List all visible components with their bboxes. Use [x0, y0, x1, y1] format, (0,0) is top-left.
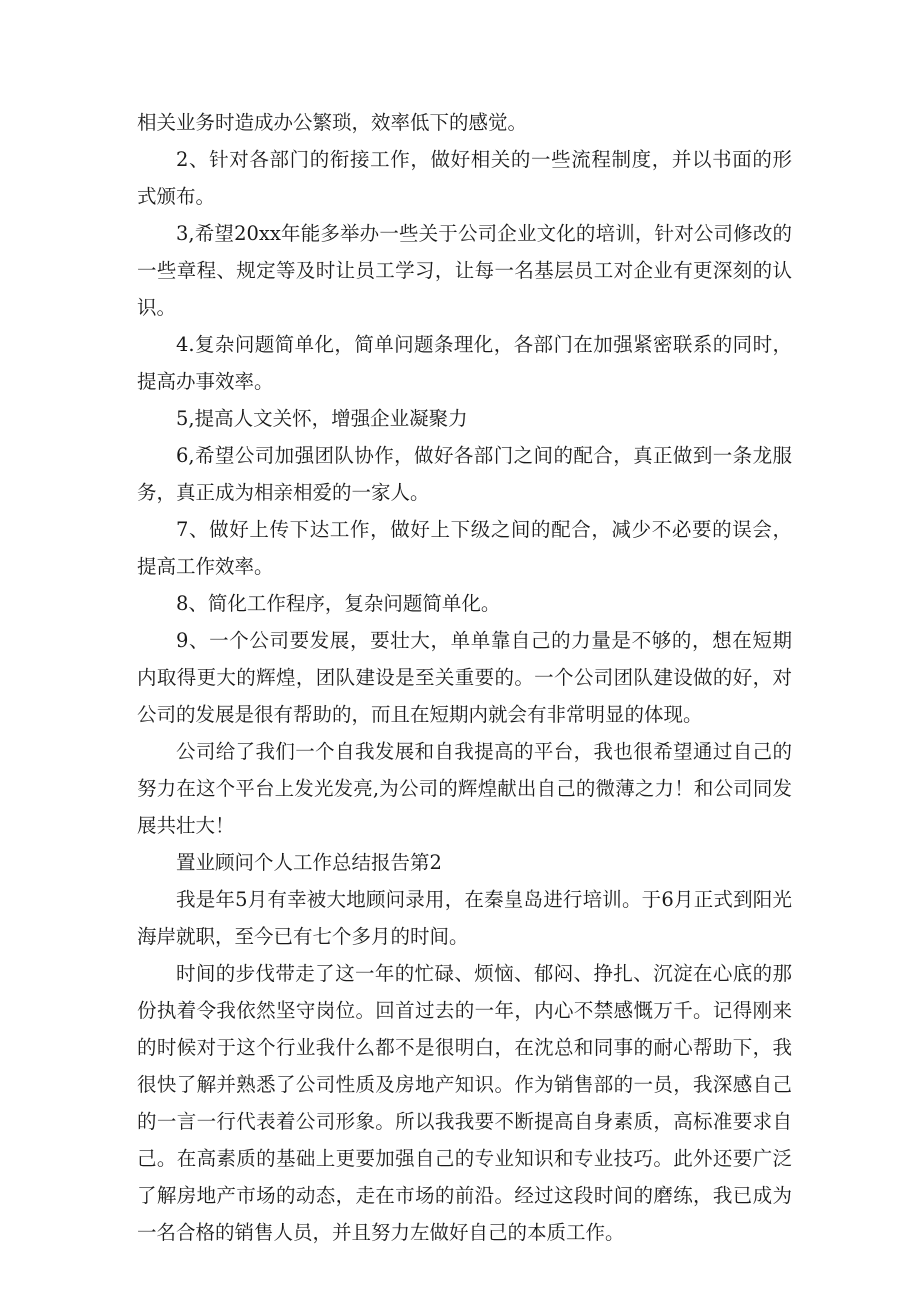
- paragraph-item-6: 6,希望公司加强团队协作，做好各部门之间的配合，真正做到一条龙服务，真正成为相亲相爱的一家人。: [137, 444, 792, 504]
- paragraph-item-4: 4.复杂问题简单化，简单问题条理化，各部门在加强紧密联系的同时，提高办事效率。: [137, 333, 792, 393]
- document-body: [137, 104, 792, 1251]
- paragraph-closing: 公司给了我们一个自我发展和自我提高的平台，我也很希望通过自己的努力在这个平台上发光发亮,为公司的辉煌献出自己的微薄之力！和公司同发展共壮大！: [137, 740, 792, 837]
- paragraph-item-7: 7、做好上传下达工作，做好上下级之间的配合，减少不必要的误会，提高工作效率。: [137, 518, 792, 578]
- paragraph-body: 时间的步伐带走了这一年的忙碌、烦恼、郁闷、挣扎、沉淀在心底的那份执着令我依然坚守岗位。回首过去的一年，内心不禁感慨万千。记得刚来的时候对于这个行业我什么都不是很明白，在沈总和同事的耐心帮助下，我很快了解并熟悉了公司性质及房地产知识。作为销售部的一员，我深感自己的一言一行代表着公司形象。所以我我要不断提高自身素质，高标准要求自己。在高素质的基础上更要加强自己的专业知识和专业技巧。此外还要广泛了解房地产市场的动态，走在市场的前沿。经过这段时间的磨练，我已成为一名合格的销售人员，并且努力左做好自己的本质工作。: [137, 962, 792, 1244]
- paragraph-item-9: 9、一个公司要发展，要壮大，单单靠自己的力量是不够的，想在短期内取得更大的辉煌，团队建设是至关重要的。一个公司团队建设做的好，对公司的发展是很有帮助的，而且在短期内就会有非常明显的体现。: [137, 629, 792, 726]
- paragraph-continuation: 相关业务时造成办公繁琐，效率低下的感觉。: [137, 111, 528, 134]
- paragraph-item-3: 3,希望20xx年能多举办一些关于公司企业文化的培训，针对公司修改的一些章程、规定等及时让员工学习，让每一名基层员工对企业有更深刻的认识。: [137, 222, 792, 319]
- paragraph-item-8: 8、简化工作程序，复杂问题简单化。: [176, 592, 501, 615]
- paragraph-item-2: 2、针对各部门的衔接工作，做好相关的一些流程制度，并以书面的形式颁布。: [137, 148, 792, 208]
- paragraph-intro: 我是年5月有幸被大地顾问录用，在秦皇岛进行培训。于6月正式到阳光海岸就职，至今已有七个多月的时间。: [137, 888, 792, 948]
- paragraph-item-5: 5,提高人文关怀，增强企业凝聚力: [176, 407, 468, 430]
- section-heading: 置业顾问个人工作总结报告第2: [176, 851, 442, 874]
